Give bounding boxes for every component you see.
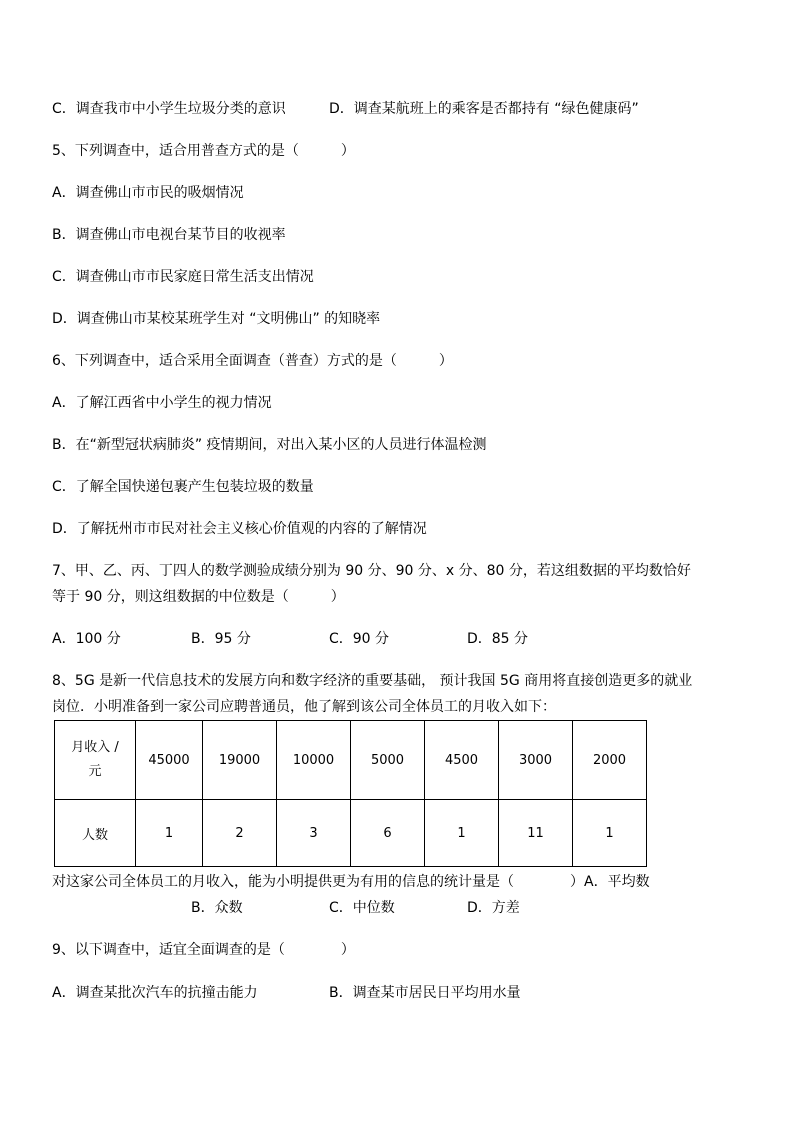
q9-option-b: B．调查某市居民日平均用水量 bbox=[329, 985, 521, 1001]
q5-option-d: D．调查佛山市某校某班学生对 “文明佛山” 的知晓率 bbox=[52, 311, 381, 327]
q7-option-a: A．100 分 bbox=[52, 631, 121, 647]
q9-option-a: A．调查某批次汽车的抗撞击能力 bbox=[52, 985, 258, 1001]
q5-option-c: C．调查佛山市市民家庭日常生活支出情况 bbox=[52, 269, 314, 285]
q8-question-line: 对这家公司全体员工的月收入，能为小明提供更为有用的信息的统计量是（ ）A．平均数 bbox=[52, 874, 650, 890]
count-header-cell: 人数 bbox=[55, 800, 136, 867]
q8-option-c: C．中位数 bbox=[329, 900, 395, 916]
q7-option-b: B．95 分 bbox=[191, 631, 251, 647]
count-row bbox=[55, 800, 647, 867]
q6-option-d: D．了解抚州市市民对社会主义核心价值观的内容的了解情况 bbox=[52, 521, 427, 537]
count-cell: 1 bbox=[136, 800, 203, 867]
q6-option-a: A．了解江西省中小学生的视力情况 bbox=[52, 395, 272, 411]
count-cell: 1 bbox=[573, 800, 647, 867]
q7-option-d: D．85 分 bbox=[467, 631, 529, 647]
income-header-line2: 元 bbox=[88, 764, 102, 779]
q6-option-b: B．在“新型冠状病肺炎” 疫情期间，对出入某小区的人员进行体温检测 bbox=[52, 437, 487, 453]
q4-option-d: D．调查某航班上的乘客是否都持有 “绿色健康码” bbox=[329, 101, 639, 117]
q8-option-b: B．众数 bbox=[191, 900, 243, 916]
income-header-cell bbox=[55, 721, 136, 800]
q6-option-c: C．了解全国快递包裹产生包装垃圾的数量 bbox=[52, 479, 314, 495]
income-cell: 5000 bbox=[351, 721, 425, 800]
q9-stem: 9、以下调查中，适宜全面调查的是（ ） bbox=[52, 942, 355, 958]
income-cell: 2000 bbox=[573, 721, 647, 800]
q4-option-c: C．调查我市中小学生垃圾分类的意识 bbox=[52, 101, 286, 117]
income-row bbox=[55, 721, 647, 800]
income-cell: 10000 bbox=[277, 721, 351, 800]
q7-option-c: C．90 分 bbox=[329, 631, 390, 647]
income-cell: 45000 bbox=[136, 721, 203, 800]
count-cell: 1 bbox=[425, 800, 499, 867]
q8-option-d: D．方差 bbox=[467, 900, 520, 916]
income-table bbox=[54, 720, 647, 867]
income-cell: 3000 bbox=[499, 721, 573, 800]
q8-stem-line1: 8、5G 是新一代信息技术的发展方向和数字经济的重要基础， 预计我国 5G 商用将直接创造更多的就业 bbox=[52, 673, 693, 689]
q8-stem-line2: 岗位．小明准备到一家公司应聘普通员，他了解到该公司全体员工的月收入如下： bbox=[52, 699, 556, 715]
q7-stem-line1: 7、甲、乙、丙、丁四人的数学测验成绩分别为 90 分、90 分、x 分、80 分，若这组数据的平均数恰好 bbox=[52, 563, 691, 579]
q5-option-a: A．调查佛山市市民的吸烟情况 bbox=[52, 185, 244, 201]
income-header-line1: 月收入 / bbox=[71, 740, 119, 755]
q6-stem: 6、下列调查中，适合采用全面调查（普查）方式的是（ ） bbox=[52, 353, 453, 369]
income-cell: 19000 bbox=[203, 721, 277, 800]
q7-stem-line2: 等于 90 分，则这组数据的中位数是（ ） bbox=[52, 589, 345, 605]
income-cell: 4500 bbox=[425, 721, 499, 800]
count-cell: 6 bbox=[351, 800, 425, 867]
count-cell: 3 bbox=[277, 800, 351, 867]
count-cell: 2 bbox=[203, 800, 277, 867]
q5-stem: 5、下列调查中，适合用普查方式的是（ ） bbox=[52, 143, 355, 159]
count-cell: 11 bbox=[499, 800, 573, 867]
q5-option-b: B．调查佛山市电视台某节目的收视率 bbox=[52, 227, 286, 243]
